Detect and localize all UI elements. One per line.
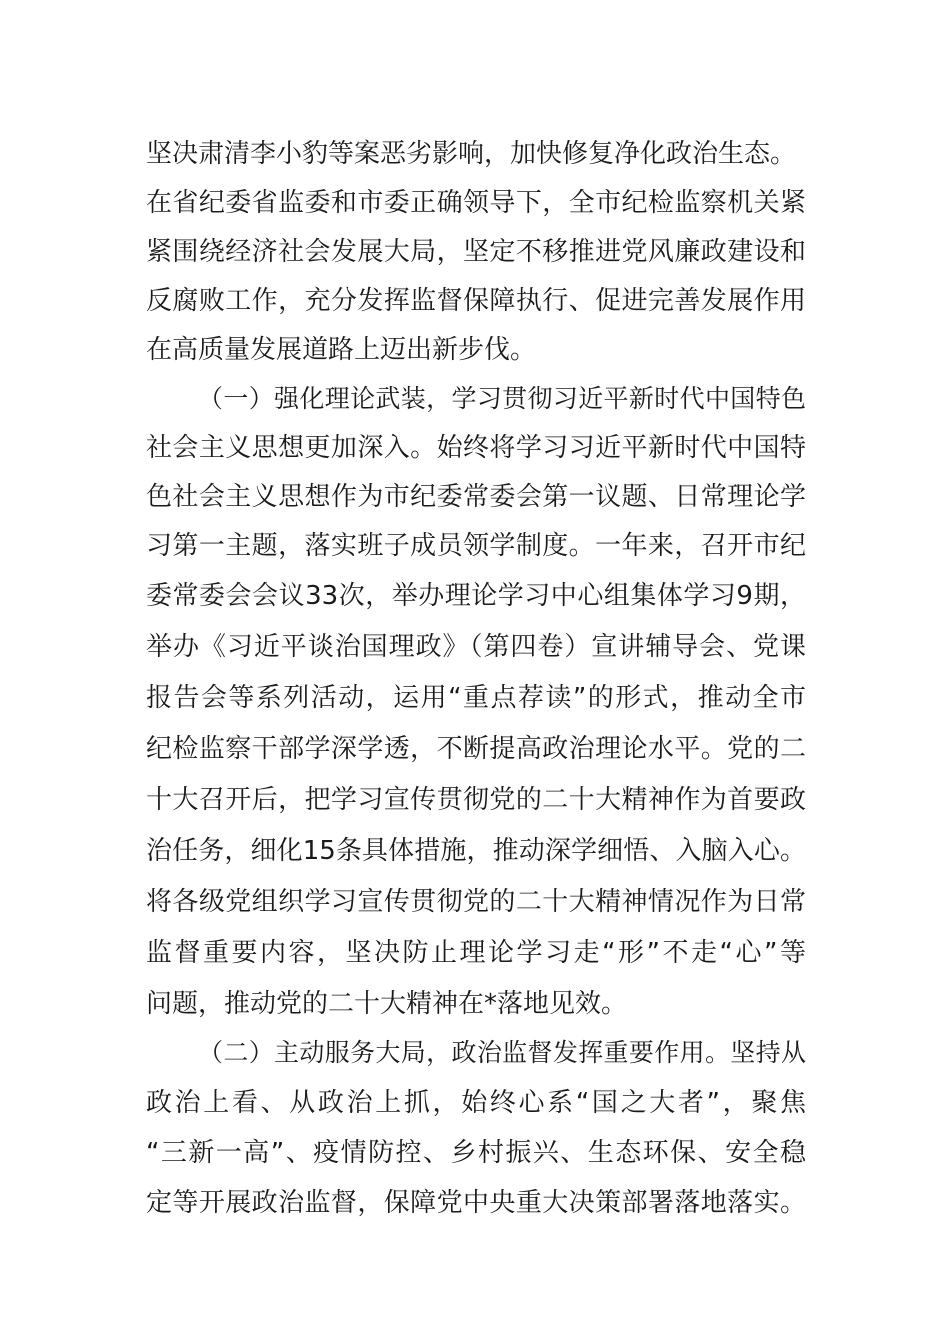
body-text-line: 社会主义思想更加深入。始终将学习习近平新时代中国特 xyxy=(146,433,806,463)
body-text-line: 监督重要内容，坚决防止理论学习走“形”不走“心”等 xyxy=(146,938,806,968)
body-text-line: 十大召开后，把学习宣传贯彻党的二十大精神作为首要政 xyxy=(146,785,806,815)
body-text-line: 在省纪委省监委和市委正确领导下，全市纪检监察机关紧 xyxy=(146,188,806,218)
body-text-line: 问题，推动党的二十大精神在*落地见效。 xyxy=(146,989,628,1019)
body-text-line: 政治上看、从政治上抓，始终心系“国之大者”，聚焦 xyxy=(146,1088,806,1118)
body-text-line: 举办《习近平谈治国理政》（第四卷）宣讲辅导会、党课 xyxy=(146,632,806,662)
body-text-line: 紧围绕经济社会发展大局，坚定不移推进党风廉政建设和 xyxy=(146,237,806,267)
body-text-line: “三新一高”、疫情防控、乡村振兴、生态环保、安全稳 xyxy=(146,1138,806,1168)
body-text-line: 定等开展政治监督，保障党中央重大决策部署落地落实。 xyxy=(146,1188,806,1218)
section-heading-line: （二）主动服务大局，政治监督发挥重要作用。坚持从 xyxy=(198,1038,806,1067)
body-text-line: 治任务，细化15条具体措施，推动深学细悟、入脑入心。 xyxy=(146,836,806,866)
body-text-line: 反腐败工作，充分发挥监督保障执行、促进完善发展作用 xyxy=(146,286,806,316)
body-text-line: 委常委会会议33次，举办理论学习中心组集体学习9期， xyxy=(146,581,806,611)
body-text-line: 色社会主义思想作为市纪委常委会第一议题、日常理论学 xyxy=(146,482,806,512)
body-text-line: 报告会等系列活动，运用“重点荐读”的形式，推动全市 xyxy=(146,683,806,713)
body-text-line: 坚决肃清李小豹等案恶劣影响，加快修复净化政治生态。 xyxy=(146,139,797,169)
body-text-line: 将各级党组织学习宣传贯彻党的二十大精神情况作为日常 xyxy=(146,887,806,917)
body-text-line: 在高质量发展道路上迈出新步伐。 xyxy=(146,335,537,365)
section-heading-line: （一）强化理论武装，学习贯彻习近平新时代中国特色 xyxy=(198,384,806,413)
body-text-line: 纪检监察干部学深学透，不断提高政治理论水平。党的二 xyxy=(146,734,806,764)
body-text-line: 习第一主题，落实班子成员领学制度。一年来，召开市纪 xyxy=(146,531,806,561)
